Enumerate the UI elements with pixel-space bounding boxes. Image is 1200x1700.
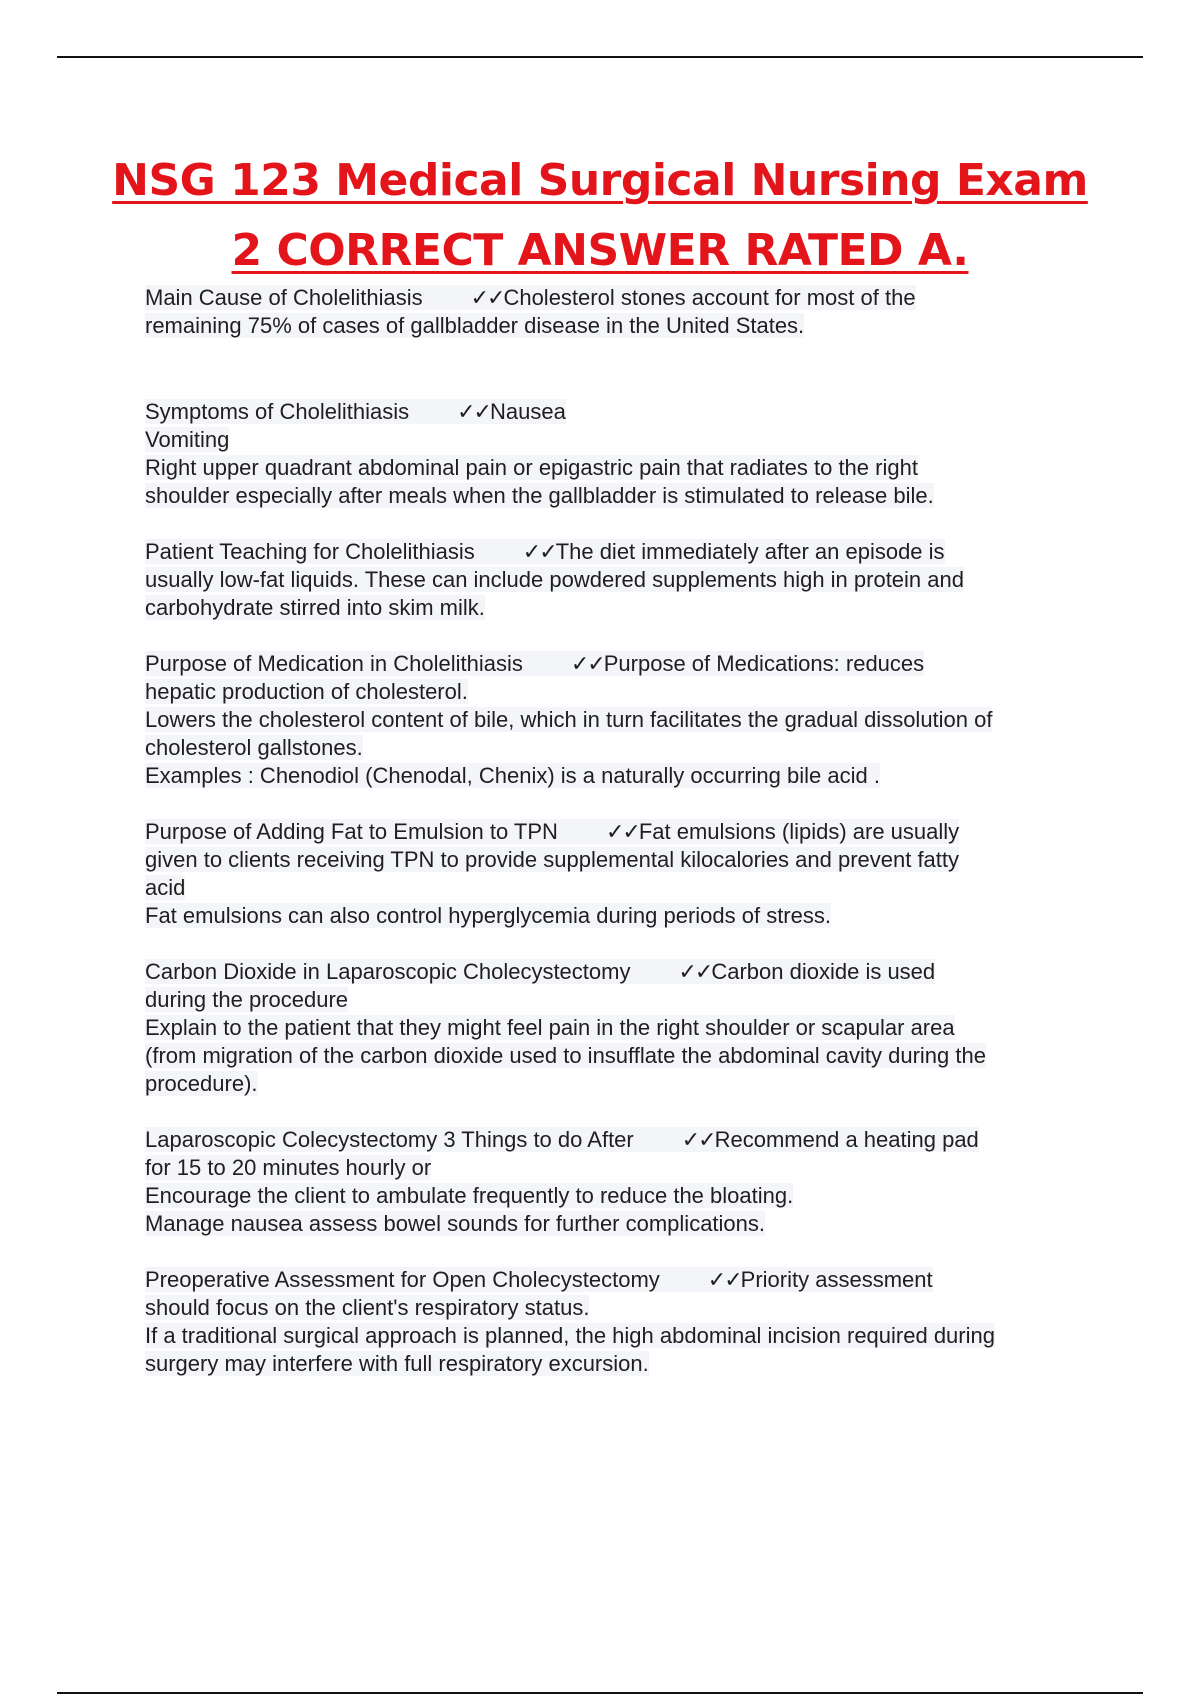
qa-answer-first: The diet immediately after an episode is xyxy=(555,539,945,564)
qa-term: Purpose of Adding Fat to Emulsion to TPN xyxy=(145,819,558,844)
qa-answer-line: Fat emulsions can also control hyperglycemia during periods of stress. xyxy=(145,903,831,928)
bottom-rule xyxy=(57,1692,1143,1694)
qa-answer-line: procedure). xyxy=(145,1071,258,1096)
qa-answer-line: acid xyxy=(145,875,186,900)
check-icon: ✓✓ xyxy=(605,819,639,844)
qa-answer-line: Vomiting xyxy=(145,427,230,452)
check-icon: ✓✓ xyxy=(570,651,604,676)
qa-answer-first: Cholesterol stones account for most of the xyxy=(503,285,916,310)
qa-answer-line: Lowers the cholesterol content of bile, which in turn facilitates the gradual dissolution of xyxy=(145,707,993,732)
qa-answer-first: Recommend a heating pad xyxy=(714,1127,979,1152)
top-rule xyxy=(57,56,1143,58)
qa-answer-line: given to clients receiving TPN to provide supplemental kilocalories and prevent fatty xyxy=(145,847,960,872)
document-title xyxy=(100,146,1100,286)
qa-answer-line: usually low-fat liquids. These can include powdered supplements high in protein and xyxy=(145,567,964,592)
qa-item xyxy=(145,818,1085,930)
qa-list xyxy=(145,284,1085,1406)
qa-term: Symptoms of Cholelithiasis xyxy=(145,399,410,424)
qa-item xyxy=(145,538,1085,622)
qa-answer-line: remaining 75% of cases of gallbladder disease in the United States. xyxy=(145,313,805,338)
check-icon: ✓✓ xyxy=(678,959,712,984)
qa-item xyxy=(145,1266,1085,1378)
qa-item xyxy=(145,398,1085,510)
qa-answer-line: should focus on the client's respiratory status. xyxy=(145,1295,590,1320)
qa-answer-line: Manage nausea assess bowel sounds for further complications. xyxy=(145,1211,766,1236)
qa-term: Patient Teaching for Cholelithiasis xyxy=(145,539,475,564)
qa-term: Carbon Dioxide in Laparoscopic Cholecystectomy xyxy=(145,959,631,984)
check-icon: ✓✓ xyxy=(707,1267,741,1292)
check-icon: ✓✓ xyxy=(681,1127,715,1152)
title-line-1: NSG 123 Medical Surgical Nursing Exam xyxy=(112,155,1088,206)
title-line-2: 2 CORRECT ANSWER RATED A. xyxy=(231,225,969,276)
qa-term: Main Cause of Cholelithiasis xyxy=(145,285,423,310)
qa-answer-line: Encourage the client to ambulate frequently to reduce the bloating. xyxy=(145,1183,794,1208)
qa-term: Laparoscopic Colecystectomy 3 Things to do After xyxy=(145,1127,634,1152)
qa-answer-line: carbohydrate stirred into skim milk. xyxy=(145,595,485,620)
qa-item xyxy=(145,958,1085,1098)
qa-answer-line: (from migration of the carbon dioxide used to insufflate the abdominal cavity during the xyxy=(145,1043,986,1068)
check-icon: ✓✓ xyxy=(457,399,490,424)
check-icon: ✓✓ xyxy=(470,285,504,310)
qa-answer-line: shoulder especially after meals when the gallbladder is stimulated to release bile. xyxy=(145,483,934,508)
qa-answer-first: Carbon dioxide is used xyxy=(711,959,936,984)
qa-answer-line: Explain to the patient that they might feel pain in the right shoulder or scapular area xyxy=(145,1015,955,1040)
qa-answer-first: Priority assessment xyxy=(740,1267,933,1292)
qa-term: Preoperative Assessment for Open Cholecystectomy xyxy=(145,1267,660,1292)
qa-term: Purpose of Medication in Cholelithiasis xyxy=(145,651,523,676)
qa-answer-line: cholesterol gallstones. xyxy=(145,735,363,760)
qa-answer-first: Purpose of Medications: reduces xyxy=(603,651,925,676)
check-icon: ✓✓ xyxy=(522,539,556,564)
qa-answer-line: If a traditional surgical approach is planned, the high abdominal incision required during xyxy=(145,1323,995,1348)
qa-answer-first: Nausea xyxy=(489,399,566,424)
qa-answer-line: hepatic production of cholesterol. xyxy=(145,679,468,704)
qa-answer-line: surgery may interfere with full respiratory excursion. xyxy=(145,1351,649,1376)
qa-answer-line: during the procedure xyxy=(145,987,349,1012)
qa-item xyxy=(145,284,1085,340)
qa-item xyxy=(145,650,1085,790)
qa-answer-line: for 15 to 20 minutes hourly or xyxy=(145,1155,432,1180)
qa-item xyxy=(145,1126,1085,1238)
qa-answer-first: Fat emulsions (lipids) are usually xyxy=(638,819,960,844)
qa-answer-line: Examples : Chenodiol (Chenodal, Chenix) is a naturally occurring bile acid . xyxy=(145,763,880,788)
qa-answer-line: Right upper quadrant abdominal pain or epigastric pain that radiates to the right xyxy=(145,455,918,480)
